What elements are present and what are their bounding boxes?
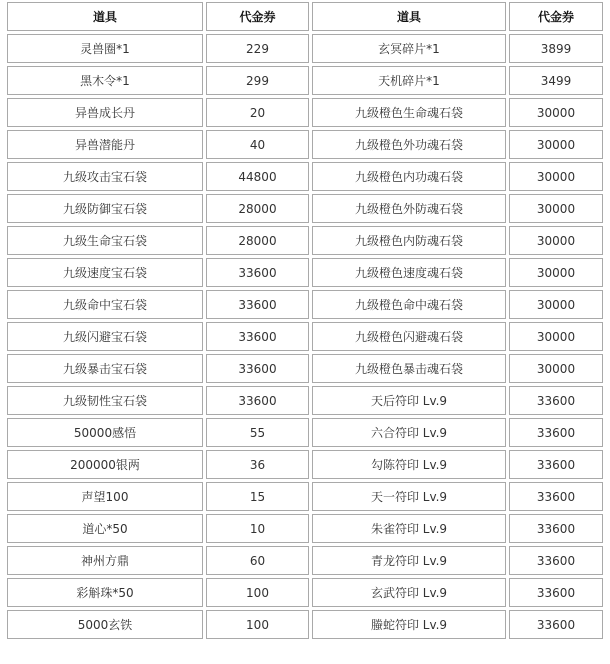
item-name-left: 异兽成长丹 xyxy=(7,98,203,127)
item-name-right: 九级橙色外功魂石袋 xyxy=(312,130,506,159)
item-name-right: 九级橙色速度魂石袋 xyxy=(312,258,506,287)
item-name-left: 九级防御宝石袋 xyxy=(7,194,203,223)
voucher-price-right: 30000 xyxy=(509,354,603,383)
item-name-left: 神州方鼎 xyxy=(7,546,203,575)
voucher-price-left: 36 xyxy=(206,450,309,479)
table-row xyxy=(7,162,603,191)
voucher-price-right: 30000 xyxy=(509,290,603,319)
table-row xyxy=(7,514,603,543)
voucher-price-right: 30000 xyxy=(509,162,603,191)
voucher-price-right: 33600 xyxy=(509,514,603,543)
voucher-price-right: 33600 xyxy=(509,578,603,607)
voucher-price-left: 229 xyxy=(206,34,309,63)
voucher-price-left: 299 xyxy=(206,66,309,95)
item-name-right: 勾陈符印 Lv.9 xyxy=(312,450,506,479)
item-name-left: 九级命中宝石袋 xyxy=(7,290,203,319)
table-row xyxy=(7,610,603,639)
voucher-price-left: 28000 xyxy=(206,194,309,223)
table-row xyxy=(7,322,603,351)
item-name-right: 九级橙色暴击魂石袋 xyxy=(312,354,506,383)
voucher-price-left: 100 xyxy=(206,578,309,607)
item-name-right: 九级橙色内防魂石袋 xyxy=(312,226,506,255)
voucher-price-left: 60 xyxy=(206,546,309,575)
voucher-price-right: 3899 xyxy=(509,34,603,63)
voucher-price-right: 30000 xyxy=(509,226,603,255)
item-name-right: 青龙符印 Lv.9 xyxy=(312,546,506,575)
item-name-left: 灵兽圈*1 xyxy=(7,34,203,63)
voucher-price-left: 33600 xyxy=(206,258,309,287)
table-row xyxy=(7,98,603,127)
item-name-left: 九级闪避宝石袋 xyxy=(7,322,203,351)
price-table-container xyxy=(7,1,606,642)
voucher-price-left: 55 xyxy=(206,418,309,447)
item-name-left: 异兽潜能丹 xyxy=(7,130,203,159)
table-row xyxy=(7,354,603,383)
table-row xyxy=(7,290,603,319)
item-name-right: 九级橙色闪避魂石袋 xyxy=(312,322,506,351)
item-name-right: 九级橙色生命魂石袋 xyxy=(312,98,506,127)
item-name-left: 黑木令*1 xyxy=(7,66,203,95)
item-name-left: 彩斛珠*50 xyxy=(7,578,203,607)
item-name-left: 九级速度宝石袋 xyxy=(7,258,203,287)
item-name-left: 九级暴击宝石袋 xyxy=(7,354,203,383)
header-voucher-right: 代金券 xyxy=(509,2,603,31)
table-row xyxy=(7,130,603,159)
voucher-price-right: 33600 xyxy=(509,418,603,447)
voucher-price-left: 33600 xyxy=(206,354,309,383)
table-row xyxy=(7,418,603,447)
voucher-price-right: 33600 xyxy=(509,482,603,511)
voucher-price-right: 33600 xyxy=(509,610,603,639)
table-row xyxy=(7,34,603,63)
item-name-left: 200000银两 xyxy=(7,450,203,479)
voucher-price-right: 33600 xyxy=(509,450,603,479)
voucher-price-left: 100 xyxy=(206,610,309,639)
item-name-left: 九级生命宝石袋 xyxy=(7,226,203,255)
header-item-left: 道具 xyxy=(7,2,203,31)
header-item-right: 道具 xyxy=(312,2,506,31)
table-row xyxy=(7,450,603,479)
item-name-right: 九级橙色外防魂石袋 xyxy=(312,194,506,223)
voucher-price-left: 44800 xyxy=(206,162,309,191)
header-row xyxy=(7,2,603,31)
table-row xyxy=(7,482,603,511)
item-name-right: 天机碎片*1 xyxy=(312,66,506,95)
table-row xyxy=(7,578,603,607)
table-row xyxy=(7,386,603,415)
voucher-price-left: 15 xyxy=(206,482,309,511)
voucher-price-left: 33600 xyxy=(206,290,309,319)
item-name-left: 声望100 xyxy=(7,482,203,511)
price-table xyxy=(4,0,606,642)
voucher-price-left: 20 xyxy=(206,98,309,127)
voucher-price-right: 33600 xyxy=(509,546,603,575)
voucher-price-left: 10 xyxy=(206,514,309,543)
voucher-price-right: 33600 xyxy=(509,386,603,415)
item-name-left: 九级韧性宝石袋 xyxy=(7,386,203,415)
voucher-price-right: 30000 xyxy=(509,194,603,223)
item-name-right: 螣蛇符印 Lv.9 xyxy=(312,610,506,639)
table-row xyxy=(7,258,603,287)
item-name-left: 50000感悟 xyxy=(7,418,203,447)
item-name-right: 天一符印 Lv.9 xyxy=(312,482,506,511)
item-name-right: 玄武符印 Lv.9 xyxy=(312,578,506,607)
item-name-left: 5000玄铁 xyxy=(7,610,203,639)
voucher-price-right: 30000 xyxy=(509,98,603,127)
item-name-right: 玄冥碎片*1 xyxy=(312,34,506,63)
header-voucher-left: 代金券 xyxy=(206,2,309,31)
item-name-right: 九级橙色命中魂石袋 xyxy=(312,290,506,319)
voucher-price-right: 30000 xyxy=(509,322,603,351)
table-body xyxy=(7,34,603,639)
table-header xyxy=(7,2,603,31)
table-row xyxy=(7,546,603,575)
table-row xyxy=(7,66,603,95)
voucher-price-left: 33600 xyxy=(206,386,309,415)
table-row xyxy=(7,226,603,255)
item-name-right: 朱雀符印 Lv.9 xyxy=(312,514,506,543)
item-name-right: 天后符印 Lv.9 xyxy=(312,386,506,415)
item-name-right: 六合符印 Lv.9 xyxy=(312,418,506,447)
item-name-right: 九级橙色内功魂石袋 xyxy=(312,162,506,191)
voucher-price-left: 28000 xyxy=(206,226,309,255)
item-name-left: 道心*50 xyxy=(7,514,203,543)
voucher-price-left: 40 xyxy=(206,130,309,159)
voucher-price-right: 30000 xyxy=(509,258,603,287)
voucher-price-right: 3499 xyxy=(509,66,603,95)
voucher-price-right: 30000 xyxy=(509,130,603,159)
table-row xyxy=(7,194,603,223)
voucher-price-left: 33600 xyxy=(206,322,309,351)
item-name-left: 九级攻击宝石袋 xyxy=(7,162,203,191)
